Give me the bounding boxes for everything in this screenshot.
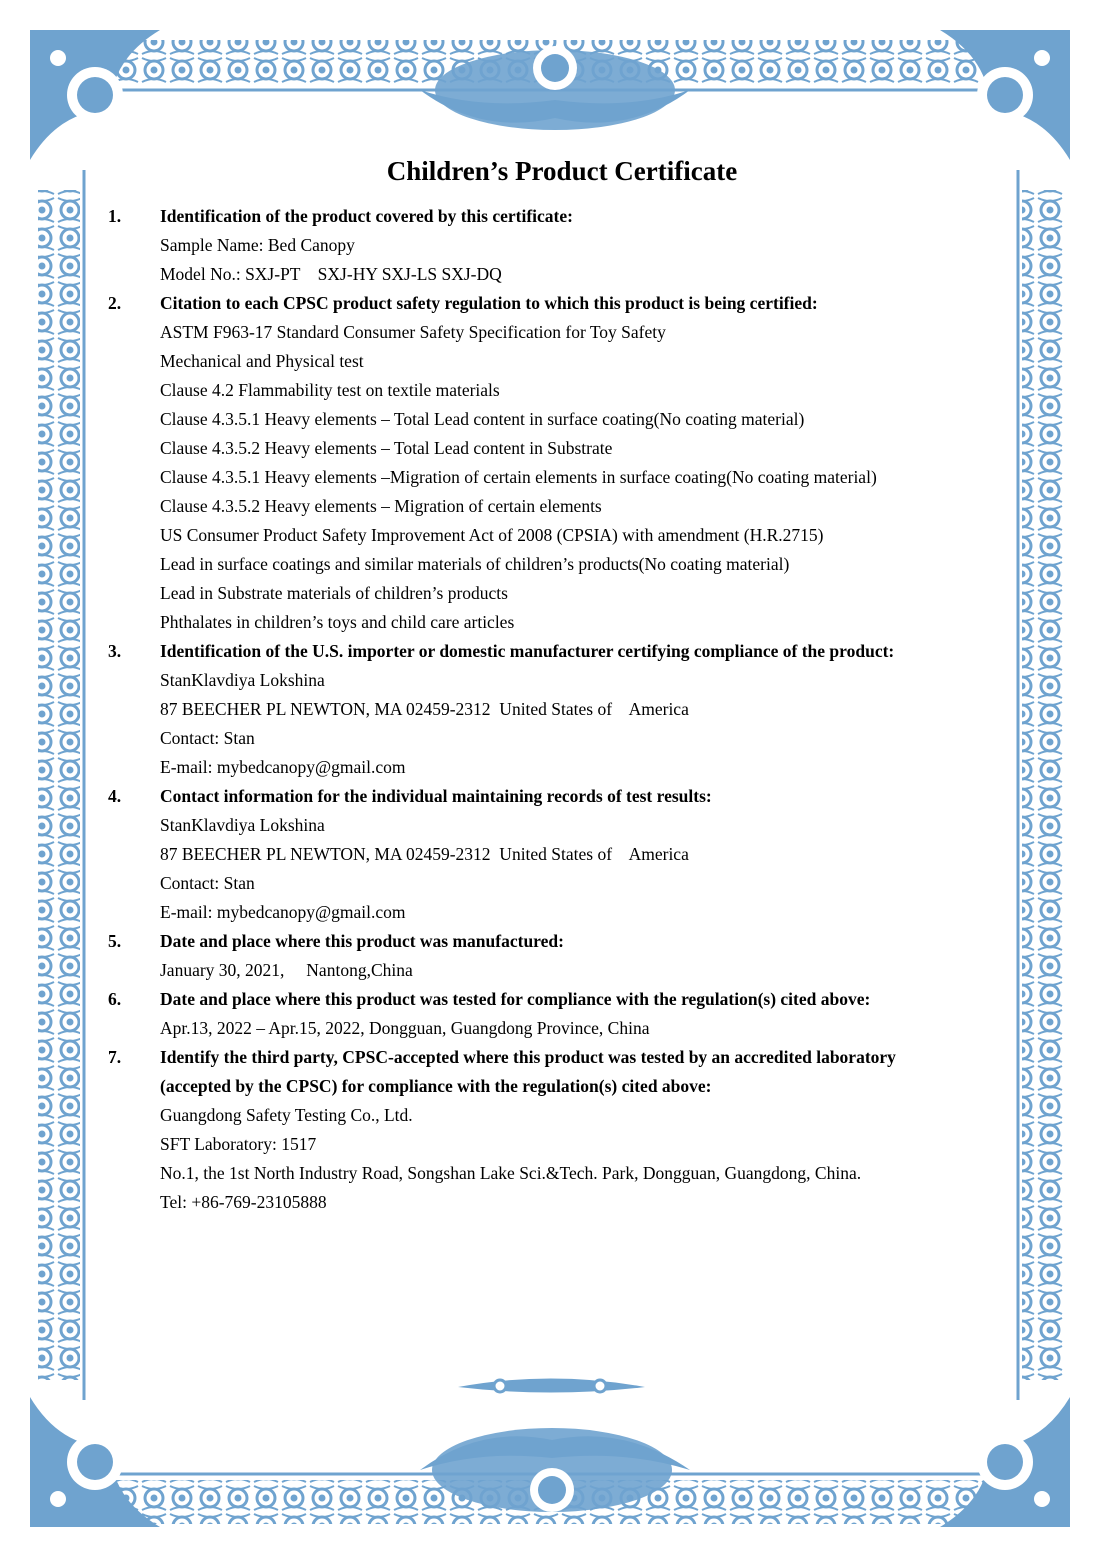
section-line: Guangdong Safety Testing Co., Ltd. <box>160 1105 413 1125</box>
section-lines <box>160 811 988 927</box>
section-lines <box>160 231 988 289</box>
section-line: Contact: Stan <box>160 728 255 748</box>
section-lines <box>160 956 988 985</box>
section-line: 87 BEECHER PL NEWTON, MA 02459-2312 United States of America <box>160 844 689 864</box>
section-line: Apr.13, 2022 – Apr.15, 2022, Dongguan, Guangdong Province, China <box>160 1018 650 1038</box>
section-line: Lead in surface coatings and similar materials of children’s products(No coating material) <box>160 554 790 574</box>
section-6 <box>108 985 988 1043</box>
section-number: 3. <box>108 641 122 661</box>
section-lines <box>160 666 988 782</box>
section-line: SFT Laboratory: 1517 <box>160 1134 317 1154</box>
section-1 <box>108 202 988 289</box>
certificate-sections <box>108 202 988 1217</box>
section-number: 7. <box>108 1047 122 1067</box>
section-heading <box>108 202 988 231</box>
section-title: Identification of the product covered by this certificate: <box>160 206 573 226</box>
section-line: Clause 4.3.5.2 Heavy elements – Migration of certain elements <box>160 496 602 516</box>
section-3 <box>108 637 988 782</box>
section-number: 6. <box>108 989 122 1009</box>
section-line: No.1, the 1st North Industry Road, Songshan Lake Sci.&Tech. Park, Dongguan, Guangdong, China. <box>160 1163 862 1183</box>
certificate-body <box>108 154 988 1217</box>
section-line: Lead in Substrate materials of children’s products <box>160 583 508 603</box>
section-line: Clause 4.3.5.1 Heavy elements – Total Lead content in surface coating(No coating material) <box>160 409 805 429</box>
section-title-continued: (accepted by the CPSC) for compliance with the regulation(s) cited above: <box>160 1076 712 1096</box>
section-number: 2. <box>108 293 122 313</box>
section-lines <box>160 1014 988 1043</box>
section-title: Date and place where this product was manufactured: <box>160 931 564 951</box>
section-number: 5. <box>108 931 122 951</box>
section-number: 1. <box>108 206 122 226</box>
section-line: US Consumer Product Safety Improvement Act of 2008 (CPSIA) with amendment (H.R.2715) <box>160 525 824 545</box>
section-number: 4. <box>108 786 122 806</box>
section-title: Identification of the U.S. importer or domestic manufacturer certifying compliance of the product: <box>160 641 895 661</box>
section-lines <box>160 318 988 637</box>
section-heading <box>108 1043 988 1101</box>
section-line: Clause 4.3.5.1 Heavy elements –Migration of certain elements in surface coating(No coating material) <box>160 467 877 487</box>
page-title: Children’s Product Certificate <box>386 156 738 186</box>
section-5 <box>108 927 988 985</box>
section-line: 87 BEECHER PL NEWTON, MA 02459-2312 United States of America <box>160 699 689 719</box>
section-title: Contact information for the individual maintaining records of test results: <box>160 786 712 806</box>
section-line: StanKlavdiya Lokshina <box>160 670 325 690</box>
section-line: Sample Name: Bed Canopy <box>160 235 355 255</box>
section-line: January 30, 2021, Nantong,China <box>160 960 413 980</box>
section-line: Model No.: SXJ-PT SXJ-HY SXJ-LS SXJ-DQ <box>160 264 502 284</box>
section-2 <box>108 289 988 637</box>
section-line: StanKlavdiya Lokshina <box>160 815 325 835</box>
section-heading <box>108 782 988 811</box>
section-line: E-mail: mybedcanopy@gmail.com <box>160 757 406 777</box>
section-title: Citation to each CPSC product safety regulation to which this product is being certified: <box>160 293 818 313</box>
section-lines <box>160 1101 988 1217</box>
section-line: Phthalates in children’s toys and child care articles <box>160 612 515 632</box>
section-line: Clause 4.3.5.2 Heavy elements – Total Lead content in Substrate <box>160 438 613 458</box>
section-line: E-mail: mybedcanopy@gmail.com <box>160 902 406 922</box>
section-heading <box>108 289 988 318</box>
section-title: Date and place where this product was tested for compliance with the regulation(s) cited above: <box>160 989 871 1009</box>
section-line: Tel: +86-769-23105888 <box>160 1192 327 1212</box>
section-heading <box>108 637 988 666</box>
section-heading <box>108 985 988 1014</box>
section-title: Identify the third party, CPSC-accepted where this product was tested by an accredited laboratory <box>160 1047 896 1067</box>
section-line: Clause 4.2 Flammability test on textile materials <box>160 380 500 400</box>
section-heading <box>108 927 988 956</box>
section-line: Mechanical and Physical test <box>160 351 364 371</box>
section-line: Contact: Stan <box>160 873 255 893</box>
section-7 <box>108 1043 988 1217</box>
section-line: ASTM F963-17 Standard Consumer Safety Specification for Toy Safety <box>160 322 666 342</box>
section-4 <box>108 782 988 927</box>
